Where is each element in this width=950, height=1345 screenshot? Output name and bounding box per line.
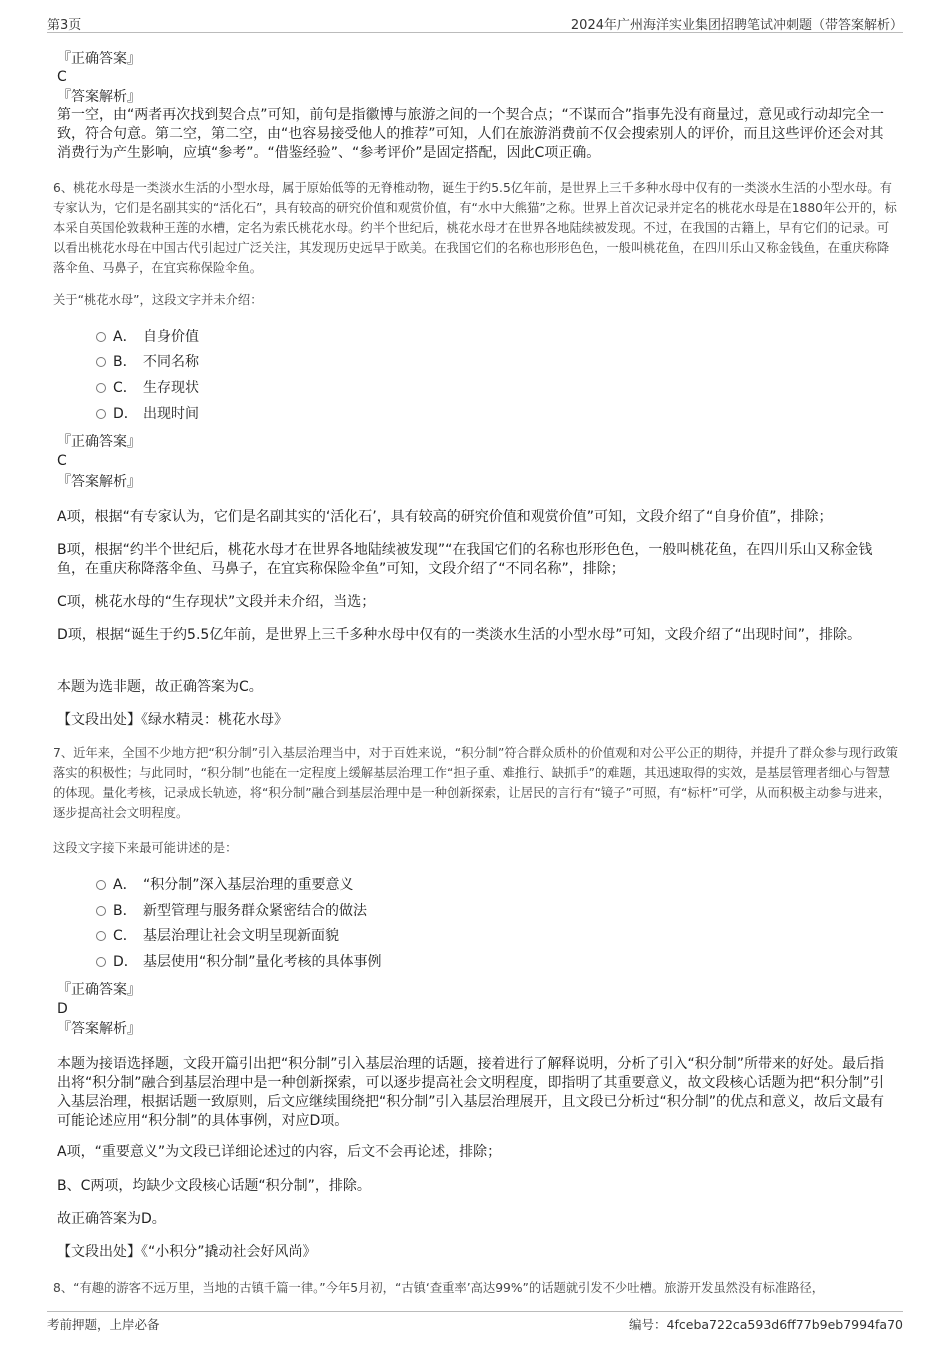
- q6-analysis-c: C项，桃花水母的“生存现状”文段并未介绍，当选；: [57, 594, 376, 610]
- radio-icon[interactable]: [96, 906, 106, 916]
- q8-passage: 8、“有趣的游客不远万里，当地的古镇千篇一律。”今年5月初，“古镇‘查重率’高达99%”的话题就引发不少吐槽。旅游开发虽然没有标准路径，: [53, 1281, 825, 1295]
- q5-analysis-label: 『答案解析』: [57, 89, 141, 105]
- q7-analysis-label: 『答案解析』: [57, 1021, 141, 1037]
- q7-answer-label: 『正确答案』: [57, 982, 141, 998]
- footer-slogan: 考前押题，上岸必备: [47, 1317, 160, 1332]
- q5-analysis: 第一空，由“两者再次找到契合点”可知，前句是指徽博与旅游之间的一个契合点；“不谋而合”指事先没有商量过，意见或行动却完全一致，符合句意。第二空，第二空，由“也容易接受他人的推荐”可知，人们在旅游消费前不仅会搜索别人的评价，而且这些评价还会对其消费行为产生影响，应填“参考”。“借鉴经验”、“参考评价”是固定搭配，因此C项正确。: [57, 107, 885, 161]
- radio-icon[interactable]: [96, 931, 106, 941]
- q7-analysis-main: 本题为接语选择题，文段开篇引出把“积分制”引入基层治理的话题，接着进行了解释说明，分析了引入“积分制”所带来的好处。最后指出将“积分制”融合到基层治理中是一种创新探索，可以逐步提高社会文明程度，即指明了其重要意义，故文段核心话题为把“积分制”引入基层治理，根据话题一致原则，后文应继续围绕把“积分制”引入基层治理展开，且文段已分析过“积分制”的优点和意义，故后文最有可能论述应用“积分制”的具体事例，对应D项。: [57, 1056, 885, 1129]
- q6-analysis-d: D项，根据“诞生于约5.5亿年前，是世界上三千多种水母中仅有的一类淡水生活的小型水母”可知，文段介绍了“出现时间”，排除。: [57, 627, 862, 643]
- q7-question: 这段文字接下来最可能讲述的是：: [53, 841, 238, 855]
- q6-analysis-b: B项，根据“约半个世纪后，桃花水母才在世界各地陆续被发现”“在我国它们的名称也形形色色，一般叫桃花鱼，在四川乐山又称金钱鱼，在重庆称降落伞鱼、马鼻子，在宜宾称保险伞鱼”可知，文段介绍了“不同名称”，排除；: [57, 542, 873, 577]
- q6-analysis-a: A项，根据“有专家认为，它们是名副其实的‘活化石’，具有较高的研究价值和观赏价值”可知，文段介绍了“自身价值”，排除；: [57, 509, 833, 525]
- page-footer: [47, 1311, 903, 1334]
- q7-option-d[interactable]: D． 基层使用“积分制”量化考核的具体事例: [96, 953, 382, 971]
- q6-passage: 6、桃花水母是一类淡水生活的小型水母，属于原始低等的无脊椎动物，诞生于约5.5亿年前，是世界上三千多种水母中仅有的一类淡水生活的小型水母。有专家认为，它们是名副其实的“活化石”，具有较高的研究价值和观赏价值，有“水中大熊猫”之称。世界上首次记录并定名的桃花水母是在1880年公开的，标本采自英国伦敦栽种王莲的水槽，定名为索氏桃花水母。约半个世纪后，桃花水母才在世界各地陆续被发现。不过，在我国的古籍上，早有它们的记录。可以看出桃花水母在中国古代引起过广泛关注，其发现历史远早于欧美。在我国它们的名称也形形色色，一般叫桃花鱼，在四川乐山又称金钱鱼，在重庆称降落伞鱼、马鼻子，在宜宾称保险伞鱼。: [53, 181, 897, 275]
- q5-answer: C: [57, 69, 67, 85]
- radio-icon[interactable]: [96, 880, 106, 890]
- q6-option-b[interactable]: B． 不同名称: [96, 353, 199, 371]
- radio-icon[interactable]: [96, 332, 106, 342]
- q6-answer: C: [57, 453, 67, 469]
- q7-option-b[interactable]: B． 新型管理与服务群众紧密结合的做法: [96, 902, 367, 920]
- q6-source: 【文段出处】《绿水精灵：桃花水母》: [57, 712, 288, 728]
- q7-answer: D: [57, 1001, 68, 1017]
- q7-option-c[interactable]: C． 基层治理让社会文明呈现新面貌: [96, 927, 339, 945]
- q6-question: 关于“桃花水母”，这段文字并未介绍：: [53, 293, 263, 307]
- radio-icon[interactable]: [96, 957, 106, 967]
- q7-analysis-bc: B、C两项，均缺少文段核心话题“积分制”，排除。: [57, 1178, 371, 1194]
- document-code: 编号：4fceba722ca593d6ff77b9eb7994fa70: [629, 1317, 903, 1332]
- radio-icon[interactable]: [96, 409, 106, 419]
- q6-option-a[interactable]: A． 自身价值: [96, 328, 199, 346]
- q6-conclusion: 本题为选非题，故正确答案为C。: [57, 679, 263, 695]
- q5-answer-label: 『正确答案』: [57, 51, 141, 67]
- document-title: 2024年广州海洋实业集团招聘笔试冲刺题（带答案解析）: [570, 18, 903, 33]
- q6-option-d[interactable]: D． 出现时间: [96, 405, 199, 423]
- page-number: 第3页: [47, 18, 82, 33]
- q6-option-c[interactable]: C． 生存现状: [96, 379, 199, 397]
- q7-passage: 7、近年来，全国不少地方把“积分制”引入基层治理当中，对于百姓来说，“积分制”符合群众质朴的价值观和对公平公正的期待，并提升了群众参与现行政策落实的积极性；与此同时，“积分制”也能在一定程度上缓解基层治理工作“担子重、难推行、缺抓手”的难题，其迅速取得的实效，是基层管理者细心与智慧的体现。量化考核，记录成长轨迹，将“积分制”融合到基层治理中是一种创新探索，让居民的言行有“镜子”可照，有“标杆”可学，从而积极主动参与进来，逐步提高社会文明程度。: [53, 746, 898, 820]
- q7-option-a[interactable]: A． “积分制”深入基层治理的重要意义: [96, 876, 354, 894]
- radio-icon[interactable]: [96, 357, 106, 367]
- q7-source: 【文段出处】《“小积分”撬动社会好风尚》: [57, 1244, 317, 1260]
- q7-conclusion: 故正确答案为D。: [57, 1211, 166, 1227]
- q6-analysis-label: 『答案解析』: [57, 474, 141, 490]
- q7-analysis-a: A项，“重要意义”为文段已详细论述过的内容，后文不会再论述，排除；: [57, 1144, 502, 1160]
- radio-icon[interactable]: [96, 383, 106, 393]
- page-header: [47, 12, 903, 33]
- q6-answer-label: 『正确答案』: [57, 434, 141, 450]
